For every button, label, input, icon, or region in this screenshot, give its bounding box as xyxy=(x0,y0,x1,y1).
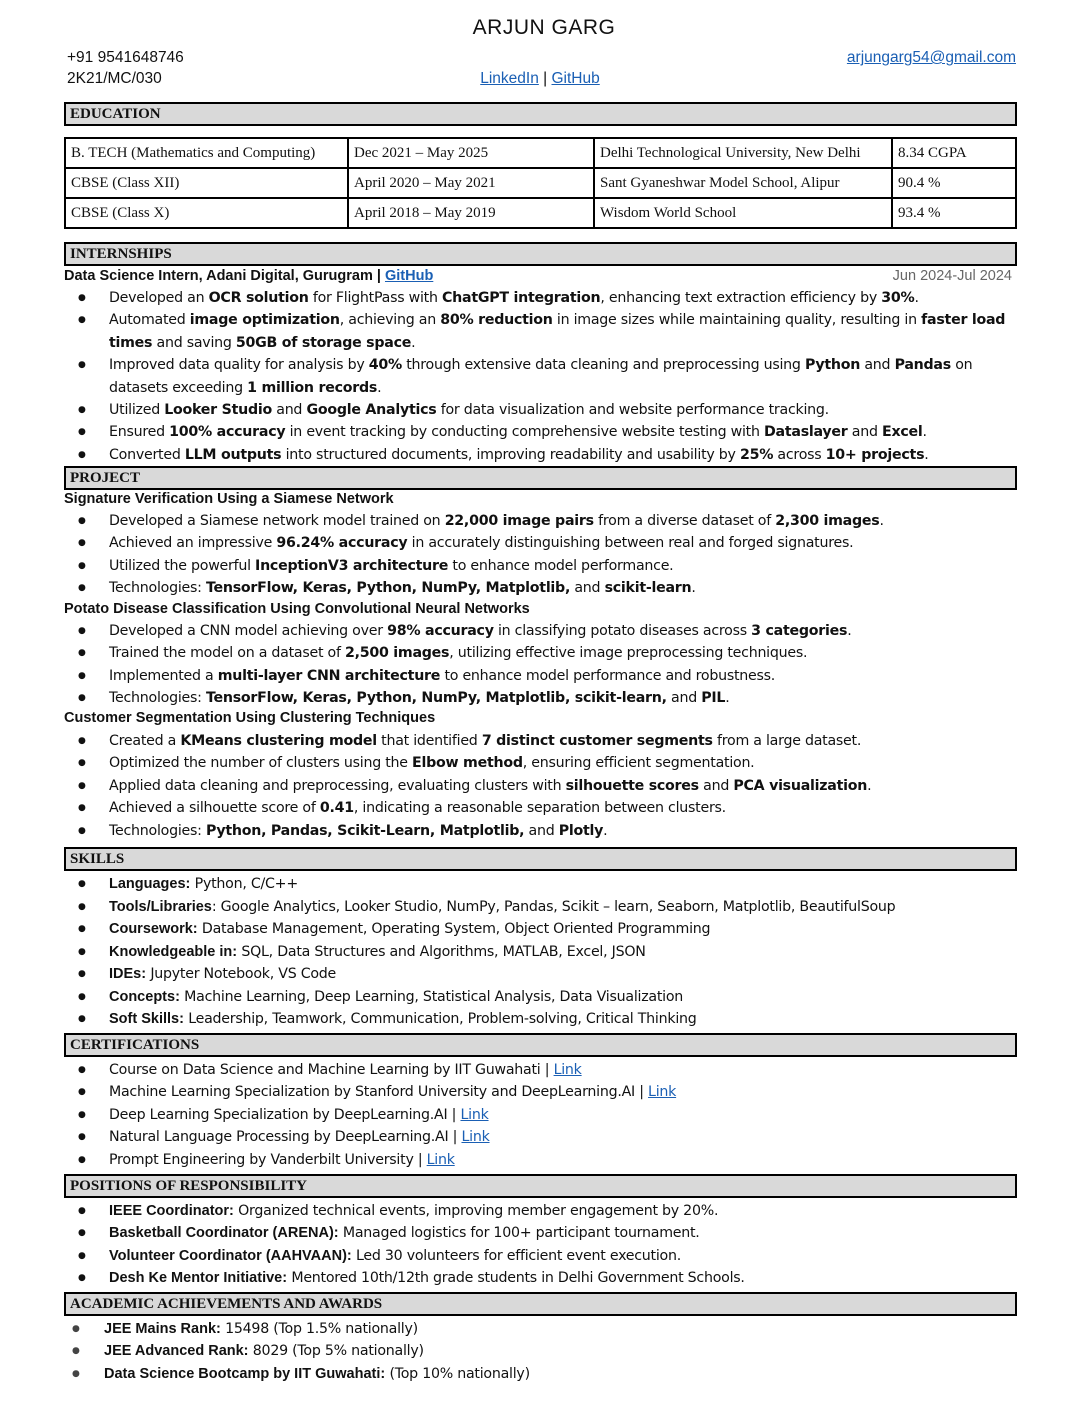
table-row xyxy=(65,168,1016,198)
skill-tools: ● Tools/Libraries: Google Analytics, Looker Studio, NumPy, Pandas, Scikit – learn, Seaborn, Matplotlib, BeautifulSoup xyxy=(64,896,1034,919)
cert-link[interactable]: Link xyxy=(648,1084,677,1101)
cert-link[interactable]: Link xyxy=(461,1129,490,1146)
list-item: ● Implemented a multi-layer CNN architecture to enhance model performance and robustness. xyxy=(64,665,1034,687)
list-item: ● Basketball Coordinator (ARENA): Managed logistics for 100+ participant tournament. xyxy=(64,1222,1034,1244)
project-signature-bullets xyxy=(64,510,1034,600)
skills-list xyxy=(64,873,1034,1031)
list-item: ● Optimized the number of clusters using the Elbow method, ensuring efficient segmentation. xyxy=(64,752,1034,774)
list-item: ● JEE Advanced Rank: 8029 (Top 5% nationally) xyxy=(64,1340,1034,1362)
github-link[interactable]: GitHub xyxy=(551,70,600,87)
table-row xyxy=(65,198,1016,228)
list-item: ● Technologies: TensorFlow, Keras, Python, NumPy, Matplotlib, and scikit-learn. xyxy=(64,577,1034,599)
profile-links xyxy=(0,70,1080,88)
awards-list xyxy=(64,1318,1034,1385)
section-skills-heading: SKILLS xyxy=(64,847,1017,871)
list-item: ● Applied data cleaning and preprocessing, evaluating clusters with silhouette scores and PCA visualization. xyxy=(64,775,1034,797)
edu-school: Delhi Technological University, New Delhi xyxy=(594,138,892,168)
section-certifications-heading: CERTIFICATIONS xyxy=(64,1033,1017,1057)
cert-link[interactable]: Link xyxy=(553,1062,582,1078)
list-item: ● Created a KMeans clustering model that identified 7 distinct customer segments from a large dataset. xyxy=(64,730,1034,752)
skill-languages: ● Languages: Python, C/C++ xyxy=(64,873,1034,896)
section-awards-heading: ACADEMIC ACHIEVEMENTS AND AWARDS xyxy=(64,1292,1017,1316)
edu-score: 93.4 % xyxy=(892,198,1016,228)
edu-score: 8.34 CGPA xyxy=(892,138,1016,168)
list-item: ● Desh Ke Mentor Initiative: Mentored 10th/12th grade students in Delhi Government Schools. xyxy=(64,1267,1034,1289)
list-item: ● Converted LLM outputs into structured documents, improving readability and usability by 25% across 10+ projects. xyxy=(64,444,1034,466)
project-title-signature: Signature Verification Using a Siamese Network xyxy=(64,491,394,507)
list-item: ● Developed a CNN model achieving over 98% accuracy in classifying potato diseases across 3 categories. xyxy=(64,620,1034,642)
list-item: ● Technologies: Python, Pandas, Scikit-Learn, Matplotlib, and Plotly. xyxy=(64,820,1034,842)
list-item: ● Achieved an impressive 96.24% accuracy in accurately distinguishing between real and forged signatures. xyxy=(64,532,1034,554)
list-item: ● Deep Learning Specialization by DeepLearning.AI | Link xyxy=(64,1104,1034,1126)
certifications-list xyxy=(64,1059,1034,1171)
project-potato-bullets xyxy=(64,620,1034,710)
list-item: ● Volunteer Coordinator (AAHVAAN): Led 30 volunteers for efficient event execution. xyxy=(64,1245,1034,1267)
list-item: ● IEEE Coordinator: Organized technical events, improving member engagement by 20%. xyxy=(64,1200,1034,1222)
project-segmentation-bullets xyxy=(64,730,1034,842)
list-item: ● Ensured 100% accuracy in event tracking by conducting comprehensive website testing with Dataslayer and Excel. xyxy=(64,421,1034,443)
edu-school: Wisdom World School xyxy=(594,198,892,228)
edu-dates: April 2020 – May 2021 xyxy=(348,168,594,198)
skill-coursework: ● Coursework: Database Management, Operating System, Object Oriented Programming xyxy=(64,918,1034,941)
list-item: ● Automated image optimization, achieving an 80% reduction in image sizes while maintaining quality, resulting in faster load times and saving 50GB of storage space. xyxy=(64,309,1034,354)
cert-link[interactable]: Link xyxy=(460,1106,489,1123)
education-table xyxy=(64,137,1017,229)
skill-concepts: ● Concepts: Machine Learning, Deep Learning, Statistical Analysis, Data Visualization xyxy=(64,986,1034,1009)
edu-dates: April 2018 – May 2019 xyxy=(348,198,594,228)
cert-link[interactable]: Link xyxy=(426,1151,455,1168)
list-item: ● Utilized the powerful InceptionV3 architecture to enhance model performance. xyxy=(64,555,1034,577)
skill-knowledge: ● Knowledgeable in: SQL, Data Structures and Algorithms, MATLAB, Excel, JSON xyxy=(64,941,1034,964)
skill-ides: ● IDEs: Jupyter Notebook, VS Code xyxy=(64,963,1034,986)
internship-dates: Jun 2024-Jul 2024 xyxy=(892,268,1012,284)
edu-degree: CBSE (Class XII) xyxy=(65,168,348,198)
edu-dates: Dec 2021 – May 2025 xyxy=(348,138,594,168)
edu-school: Sant Gyaneshwar Model School, Alipur xyxy=(594,168,892,198)
link-separator: | xyxy=(543,70,548,87)
positions-list xyxy=(64,1200,1034,1290)
list-item: ● Developed a Siamese network model trained on 22,000 image pairs from a diverse dataset of 2,300 images. xyxy=(64,510,1034,532)
project-title-potato: Potato Disease Classification Using Convolutional Neural Networks xyxy=(64,601,530,617)
section-education-heading: EDUCATION xyxy=(64,102,1017,126)
internship-role: Data Science Intern, Adani Digital, Gurugram | xyxy=(64,268,381,284)
list-item: ● Natural Language Processing by DeepLearning.AI | Link xyxy=(64,1126,1034,1148)
skill-soft: ● Soft Skills: Leadership, Teamwork, Communication, Problem-solving, Critical Thinking xyxy=(64,1008,1034,1031)
list-item: ● Improved data quality for analysis by 40% through extensive data cleaning and preprocessing using Python and Pandas on datasets exceeding 1 million records. xyxy=(64,354,1034,399)
roll-number: 2K21/MC/030 xyxy=(67,70,162,87)
internship-title xyxy=(64,268,433,284)
table-row xyxy=(65,138,1016,168)
section-internships-heading: INTERNSHIPS xyxy=(64,242,1017,266)
list-item: ● Technologies: TensorFlow, Keras, Python, NumPy, Matplotlib, scikit-learn, and PIL. xyxy=(64,687,1034,709)
linkedin-link[interactable]: LinkedIn xyxy=(480,70,539,87)
list-item: ● Trained the model on a dataset of 2,500 images, utilizing effective image preprocessing techniques. xyxy=(64,642,1034,664)
list-item: ● Achieved a silhouette score of 0.41, indicating a reasonable separation between clusters. xyxy=(64,797,1034,819)
edu-degree: B. TECH (Mathematics and Computing) xyxy=(65,138,348,168)
internship-bullets xyxy=(64,287,1034,466)
section-positions-heading: POSITIONS OF RESPONSIBILITY xyxy=(64,1174,1017,1198)
section-project-heading: PROJECT xyxy=(64,466,1017,490)
edu-score: 90.4 % xyxy=(892,168,1016,198)
project-title-segmentation: Customer Segmentation Using Clustering Techniques xyxy=(64,710,436,726)
list-item: ● Prompt Engineering by Vanderbilt University | Link xyxy=(64,1149,1034,1171)
list-item: ● JEE Mains Rank: 15498 (Top 1.5% nationally) xyxy=(64,1318,1034,1340)
email-link[interactable]: arjungarg54@gmail.com xyxy=(846,49,1016,66)
list-item: ● Data Science Bootcamp by IIT Guwahati: (Top 10% nationally) xyxy=(64,1363,1034,1385)
edu-degree: CBSE (Class X) xyxy=(65,198,348,228)
resume-name: ARJUN GARG xyxy=(472,16,616,39)
list-item: ● Developed an OCR solution for FlightPass with ChatGPT integration, enhancing text extraction efficiency by 30%. xyxy=(64,287,1034,309)
list-item: ● Utilized Looker Studio and Google Analytics for data visualization and website performance tracking. xyxy=(64,399,1034,421)
phone-number: +91 9541648746 xyxy=(67,49,184,66)
internship-github-link[interactable]: GitHub xyxy=(384,268,434,284)
list-item: ● Machine Learning Specialization by Stanford University and DeepLearning.AI | Link xyxy=(64,1081,1034,1103)
list-item: ● Course on Data Science and Machine Learning by IIT Guwahati | Link xyxy=(64,1059,1034,1081)
